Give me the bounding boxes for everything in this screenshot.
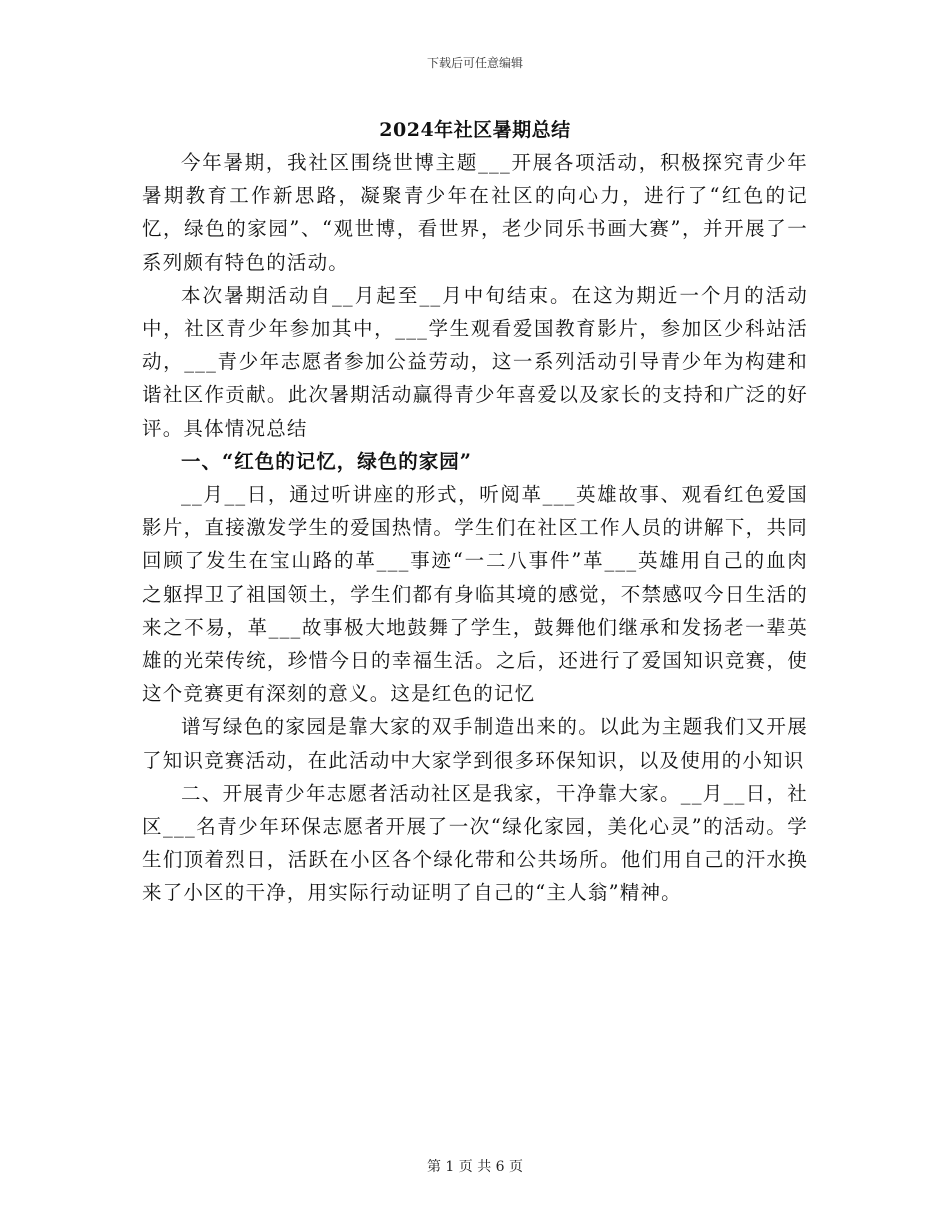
paragraph-red-memory: __月__日，通过听讲座的形式，听阅革___英雄故事、观看红色爱国影片，直接激发学生的爱国热情。学生们在社区工作人员的讲解下，共同回顾了发生在宝山路的革___事迹“一二八事件”革___英雄用自己的血肉之躯捍卫了祖国领土，学生们都有身临其境的感觉，不禁感叹今日生活的来之不易，革___故事极大地鼓舞了学生，鼓舞他们继承和发扬老一辈英雄的光荣传统，珍惜今日的幸福生活。之后，还进行了爱国知识竞赛，使这个竞赛更有深刻的意义。这是红色的记忆 [142,483,808,706]
section-heading-red-memory: 一、“红色的记忆，绿色的家园” [181,449,472,473]
paragraph-volunteer: 二、开展青少年志愿者活动社区是我家，干净靠大家。__月__日，社区___名青少年环保志愿者开展了一次“绿化家园，美化心灵”的活动。学生们顶着烈日，活跃在小区各个绿化带和公共场所。他们用自己的汗水换来了小区的干净，用实际行动证明了自己的“主人翁”精神。 [142,781,808,905]
paragraph-green-home: 谱写绿色的家园是靠大家的双手制造出来的。以此为主题我们又开展了知识竞赛活动，在此活动中大家学到很多环保知识，以及使用的小知识 [142,715,808,772]
document-body [142,146,808,910]
document-title: 2024年社区暑期总结 [379,119,571,141]
header-note: 下载后可任意编辑 [426,56,523,70]
paragraph-intro: 今年暑期，我社区围绕世博主题___开展各项活动，积极探究青少年暑期教育工作新思路，凝聚青少年在社区的向心力，进行了“红色的记忆，绿色的家园”、“观世博，看世界，老少同乐书画大赛”，并开展了一系列颇有特色的活动。 [142,151,808,274]
paragraph-overview: 本次暑期活动自__月起至__月中旬结束。在这为期近一个月的活动中，社区青少年参加其中，___学生观看爱国教育影片，参加区少科站活动，___青少年志愿者参加公益劳动，这一系列活动引导青少年为构建和谐社区作贡献。此次暑期活动赢得青少年喜爱以及家长的支持和广泛的好评。具体情况总结 [142,283,808,440]
page-number-footer: 第 1 页 共 6 页 [426,1159,524,1175]
